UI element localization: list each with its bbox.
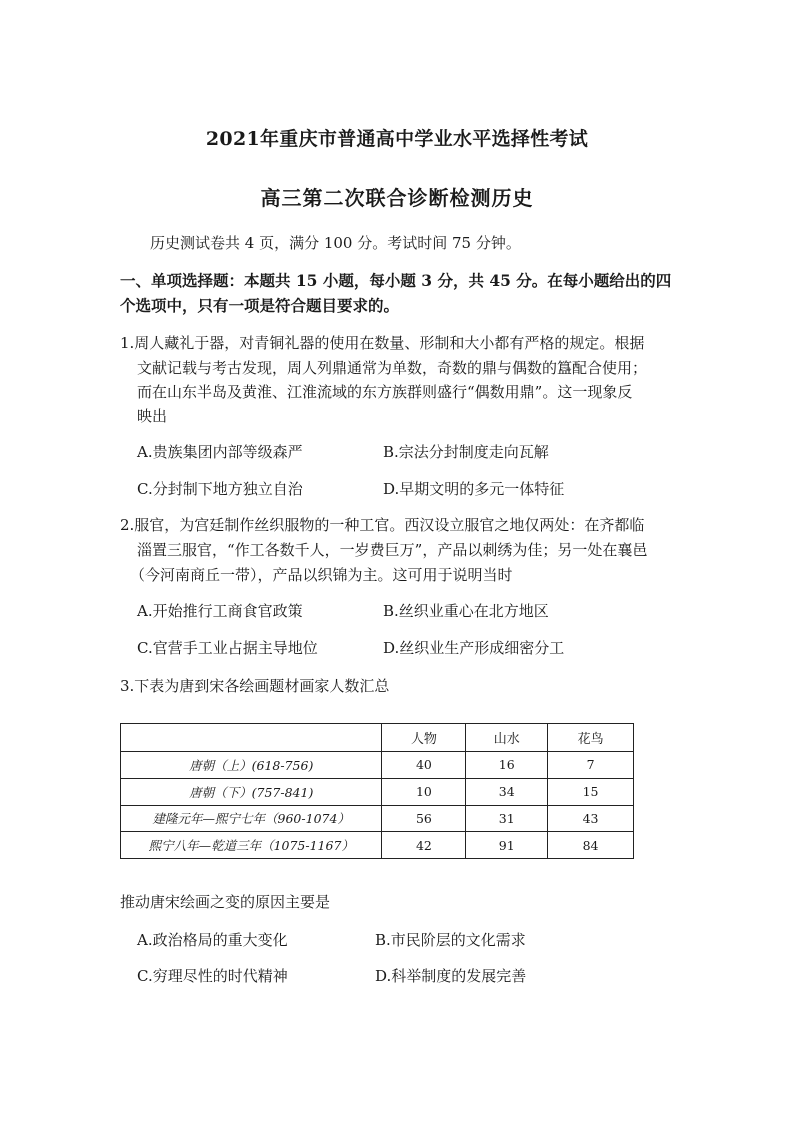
q2-option-a[interactable]: A.开始推行工商食官政策 [137, 602, 303, 620]
table-cell: 10 [382, 778, 466, 805]
table-header-cell: 人物 [382, 724, 466, 752]
q3-option-a[interactable]: A.政治格局的重大变化 [137, 931, 288, 949]
table-cell: 40 [382, 752, 466, 779]
q2-stem-line3: （今河南商丘一带），产品以织锦为主。这可用于说明当时 [130, 566, 513, 584]
section-heading-line2: 个选项中，只有一项是符合题目要求的。 [120, 296, 400, 315]
table-header-cell: 山水 [466, 724, 548, 752]
table-cell: 31 [466, 805, 548, 832]
table-row [121, 752, 634, 779]
table-header-cell [121, 724, 382, 752]
q2-option-c[interactable]: C.官营手工业占据主导地位 [137, 639, 318, 657]
exam-title: 2021年重庆市普通高中学业水平选择性考试 [205, 128, 589, 150]
table-row-label: 建隆元年—熙宁七年（960-1074） [121, 805, 382, 832]
table-row-label: 唐朝（下）(757-841) [121, 778, 382, 805]
table-row-label: 唐朝（上）(618-756) [121, 752, 382, 779]
q1-option-b[interactable]: B.宗法分封制度走向瓦解 [383, 443, 549, 461]
q1-stem-line2: 文献记载与考古发现，周人列鼎通常为单数，奇数的鼎与偶数的簋配合使用； [137, 359, 648, 377]
table-row [121, 778, 634, 805]
q1-stem-line4: 映出 [137, 407, 168, 425]
q1-stem-line1: 1.周人藏礼于器，对青铜礼器的使用在数量、形制和大小都有严格的规定。根据 [120, 334, 645, 352]
q3-stem: 3.下表为唐到宋各绘画题材画家人数汇总 [120, 677, 390, 695]
table-header-cell: 花鸟 [548, 724, 634, 752]
section-heading-line1: 一、单项选择题：本题共 15 小题，每小题 3 分，共 45 分。在每小题给出的四 [120, 271, 672, 290]
table-row [121, 805, 634, 832]
table-cell: 56 [382, 805, 466, 832]
q1-option-d[interactable]: D.早期文明的多元一体特征 [383, 480, 565, 498]
exam-intro: 历史测试卷共 4 页，满分 100 分。考试时间 75 分钟。 [150, 234, 521, 252]
q2-option-d[interactable]: D.丝织业生产形成细密分工 [383, 639, 565, 657]
table-cell: 42 [382, 832, 466, 859]
q2-option-b[interactable]: B.丝织业重心在北方地区 [383, 602, 549, 620]
q3-option-d[interactable]: D.科举制度的发展完善 [375, 967, 527, 985]
painter-count-table [120, 723, 634, 859]
table-cell: 84 [548, 832, 634, 859]
table-cell: 7 [548, 752, 634, 779]
q1-option-a[interactable]: A.贵族集团内部等级森严 [137, 443, 303, 461]
table-row [121, 832, 634, 859]
q2-stem-line2: 淄置三服官，“作工各数千人，一岁费巨万”，产品以刺绣为佳；另一处在襄邑 [137, 541, 648, 559]
q3-option-c[interactable]: C.穷理尽性的时代精神 [137, 967, 288, 985]
table-row-label: 熙宁八年—乾道三年（1075-1167） [121, 832, 382, 859]
q2-stem-line1: 2.服官，为宫廷制作丝织服物的一种工官。西汉设立服官之地仅两处：在齐都临 [120, 516, 645, 534]
q3-question: 推动唐宋绘画之变的原因主要是 [120, 893, 331, 911]
q1-option-c[interactable]: C.分封制下地方独立自治 [137, 480, 303, 498]
table-cell: 91 [466, 832, 548, 859]
table-header-row [121, 724, 634, 752]
q3-option-b[interactable]: B.市民阶层的文化需求 [375, 931, 526, 949]
q1-stem-line3: 而在山东半岛及黄淮、江淮流域的东方族群则盛行“偶数用鼎”。这一现象反 [137, 383, 633, 401]
table-cell: 43 [548, 805, 634, 832]
table-cell: 34 [466, 778, 548, 805]
exam-subtitle: 高三第二次联合诊断检测历史 [260, 186, 534, 210]
table-cell: 15 [548, 778, 634, 805]
table-cell: 16 [466, 752, 548, 779]
